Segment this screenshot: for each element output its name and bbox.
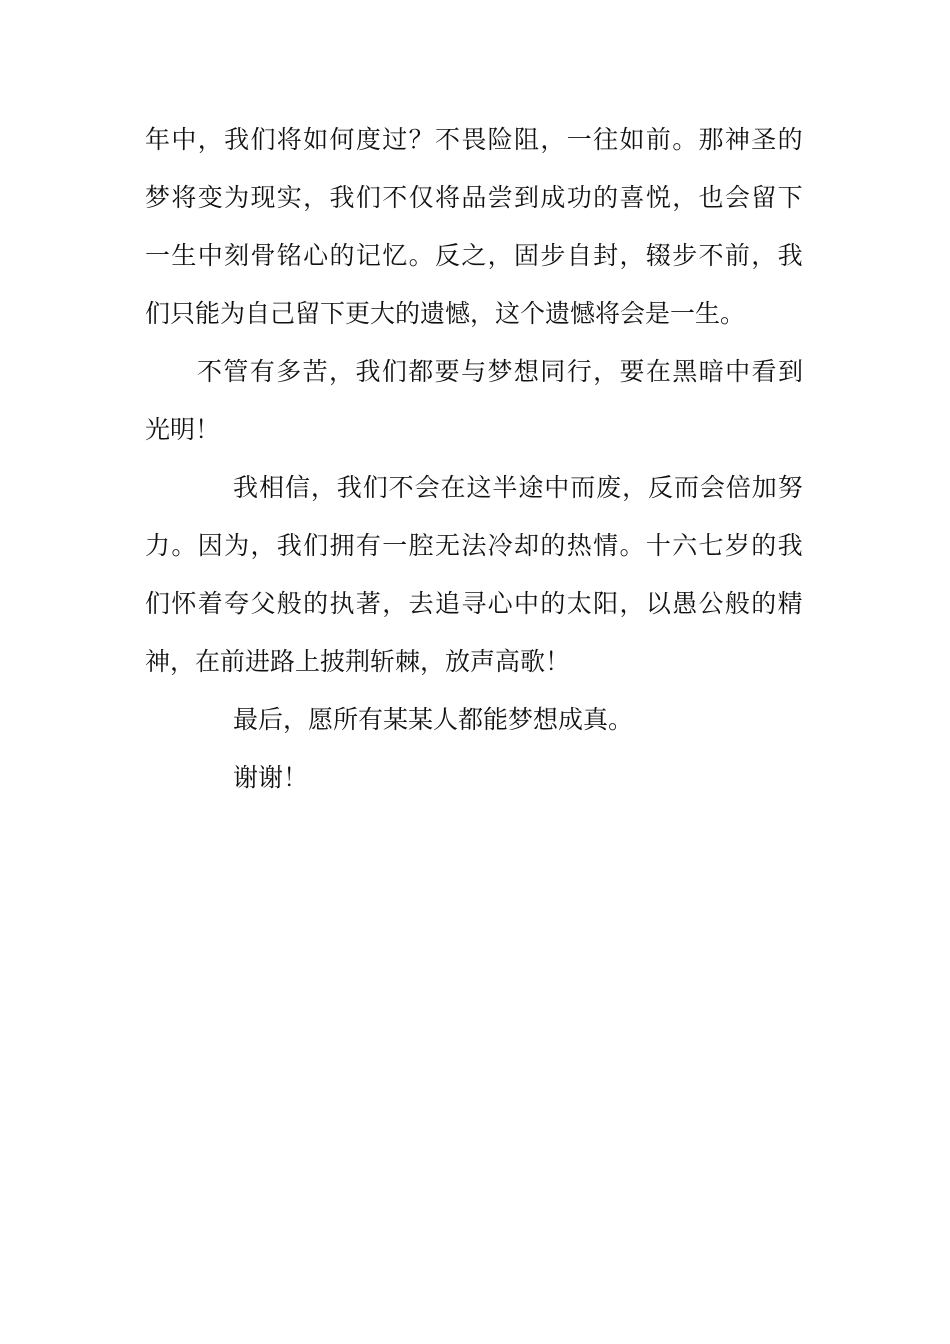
text-line: 年 中 ， 我 们 将 如 何 度 过 ？ 不 畏 险 阻 ， 一 往 如 前 。 那 神 圣 的 (145, 125, 803, 154)
text-line: 们 怀 着 夸 父 般 的 执 著 ， 去 追 寻 心 中 的 太 阳 ， 以 愚 公 般 的 精 (145, 589, 803, 618)
text-line: 我 相 信 ， 我 们 不 会 在 这 半 途 中 而 废 ， 反 而 会 倍 加 努 (233, 473, 803, 502)
text-line: 不 管 有 多 苦 ， 我 们 都 要 与 梦 想 同 行 ， 要 在 黑 暗 中 看 到 (197, 357, 803, 386)
text-line: 谢谢！ (233, 763, 309, 792)
text-line: 们只能为自己留下更大的遗憾，这个遗憾将会是一生。 (145, 299, 746, 328)
text-line: 力 。 因 为 ， 我 们 拥 有 一 腔 无 法 冷 却 的 热 情 。 十 六 七 岁 的 我 (145, 531, 803, 560)
text-line: 最后，愿所有某某人都能梦想成真。 (233, 705, 634, 734)
text-line: 一 生 中 刻 骨 铭 心 的 记 忆 。 反 之 ， 固 步 自 封 ， 辍 步 不 前 ， 我 (145, 241, 803, 270)
text-line: 神，在前进路上披荆斩棘，放声高歌！ (145, 647, 571, 676)
text-line: 光明！ (145, 415, 221, 444)
text-line: 梦 将 变 为 现 实 ， 我 们 不 仅 将 品 尝 到 成 功 的 喜 悦 ， 也 会 留 下 (145, 183, 803, 212)
